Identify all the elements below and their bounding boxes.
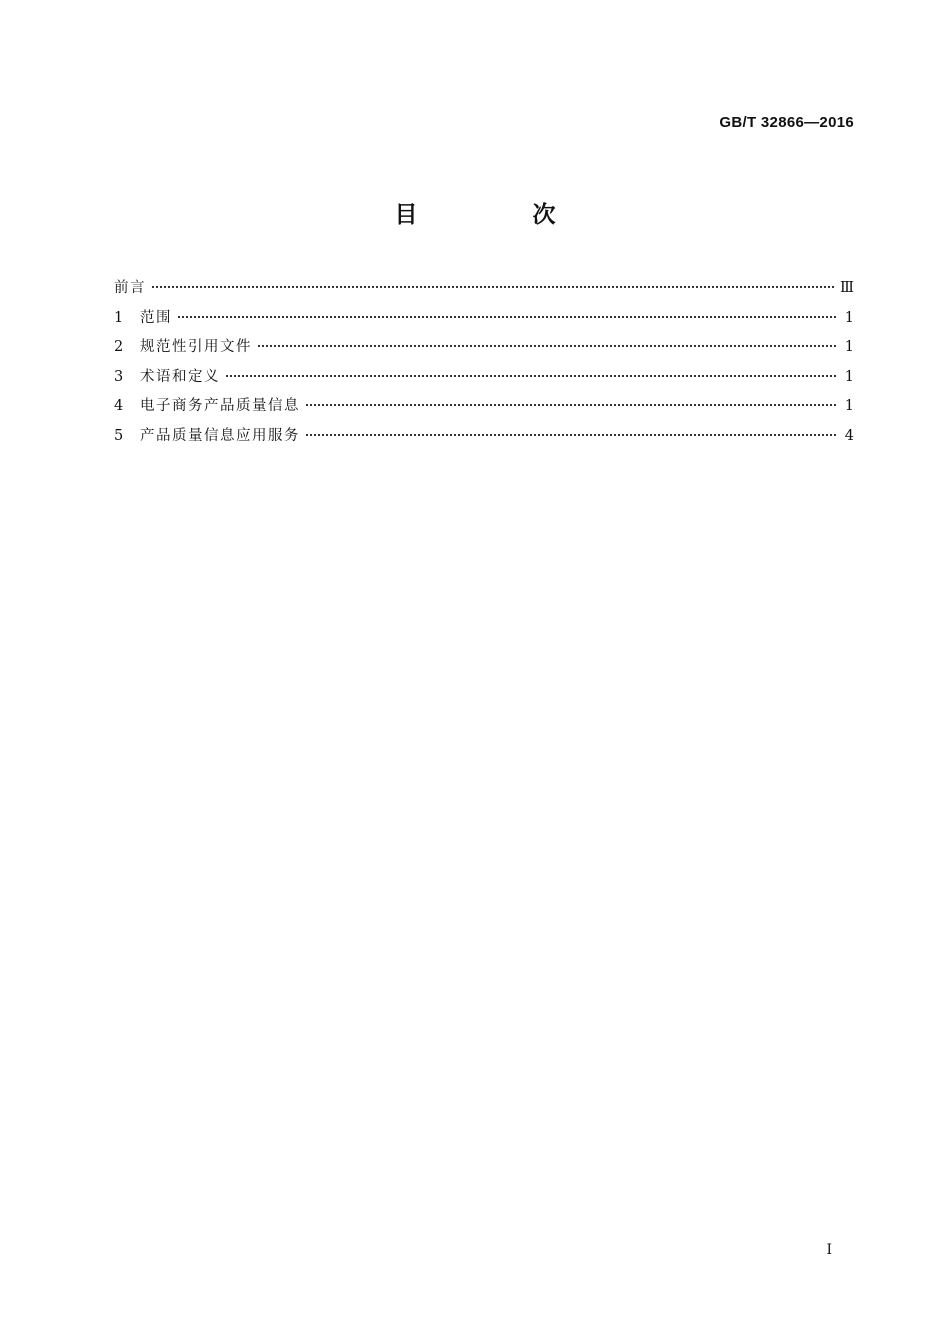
toc-entry-number: 2: [114, 339, 124, 356]
toc-entry-foreword[interactable]: [114, 276, 854, 306]
toc-entry-number: 4: [114, 398, 124, 415]
leader-dots: [306, 404, 836, 406]
toc-entry-number: 5: [114, 427, 124, 444]
page-number: Ⅰ: [826, 1242, 832, 1258]
toc-entry-number: 3: [114, 368, 124, 385]
toc-entry-page: 1: [844, 309, 854, 326]
toc-entry-page: 1: [844, 368, 854, 385]
toc-entry-label: 规范性引用文件: [140, 339, 252, 356]
toc-entry-label: 术语和定义: [140, 368, 220, 385]
leader-dots: [152, 286, 834, 288]
toc-entry-label: 产品质量信息应用服务: [140, 427, 300, 444]
toc-entry-page: 1: [844, 398, 854, 415]
toc-entry-label: 范围: [140, 309, 172, 326]
toc-entry-terms-definitions[interactable]: [114, 365, 854, 395]
page-title: 目 次: [394, 202, 602, 228]
leader-dots: [226, 375, 836, 377]
toc-entry-label: 电子商务产品质量信息: [140, 398, 300, 415]
toc-entry-application-services[interactable]: [114, 424, 854, 454]
table-of-contents: [114, 276, 854, 454]
leader-dots: [306, 434, 836, 436]
toc-entry-number: 1: [114, 309, 124, 326]
toc-entry-page: 1: [844, 339, 854, 356]
toc-entry-page: 4: [844, 427, 854, 444]
toc-entry-page: Ⅲ: [840, 280, 854, 296]
toc-entry-product-quality-info[interactable]: [114, 394, 854, 424]
toc-entry-label: 前言: [114, 280, 146, 296]
leader-dots: [178, 316, 836, 318]
leader-dots: [258, 345, 836, 347]
toc-entry-scope[interactable]: [114, 306, 854, 336]
standard-number: GB/T 32866—2016: [719, 114, 854, 131]
toc-entry-normative-references[interactable]: [114, 335, 854, 365]
